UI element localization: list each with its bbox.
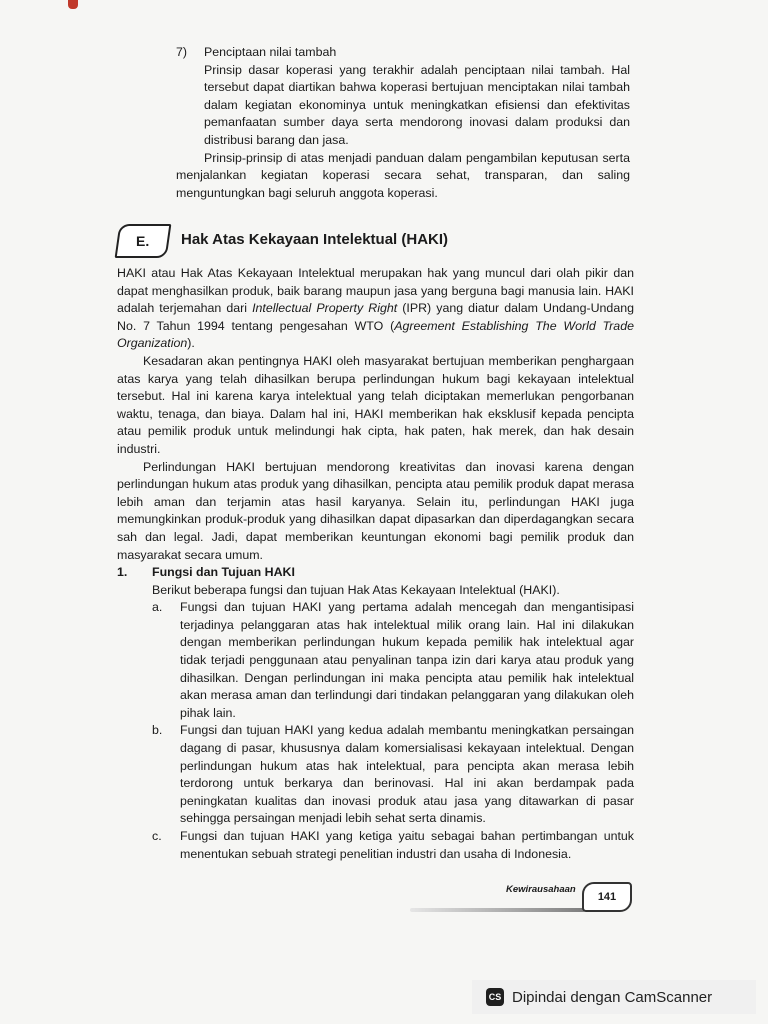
list-item-c [117,828,634,863]
list-letter: c. [152,829,162,843]
footer-rule [410,908,585,912]
paragraph-1-text-c: (IPR) yang diatur dalam Undang-Undang No. 7 Tahun 1994 tentang pengesahan WTO ( [117,301,634,333]
list-letter: a. [152,600,163,615]
bookmark-mark [68,0,78,9]
list-letter: b. [152,723,163,738]
subsection-heading [117,564,634,582]
page-number: 141 [597,891,617,903]
list-text: Fungsi dan tujuan HAKI yang pertama adalah mencegah dan mengantisipasi terjadinya pelanggaran atas hak intelektual milik orang lain. Hal ini dilakukan dengan memberikan perlindungan hukum kepada pemilik hak intelektual agar tidak terjadi penggunaan atau penyalinan tanpa izin dari karya atau produk yang dihasilkan. Dengan perlindungan ini maka pencipta atau pemilik hak intelektual akan merasa aman dan terlindungi dari tindakan pelanggaran yang dilakukan oleh pihak lain. [180,600,634,720]
paragraph-1-italic-wto: Agreement Establishing The World Trade Organization [117,318,634,351]
watermark-text: Dipindai dengan CamScanner [512,988,713,1006]
closing-paragraph: Prinsip-prinsip di atas menjadi panduan dalam pengambilan keputusan serta menjalankan kegiatan koperasi secara sehat, transparan, dan saling menguntungkan bagi seluruh anggota koperasi. [176,150,630,200]
paragraph-3: Perlindungan HAKI bertujuan mendorong kreativitas dan inovasi karena dengan perlindungan hukum atas produk yang dihasilkan, pencipta atau pemilik produk dapat merasa lebih aman dan terjamin atas hasil karyanya. Selain itu, perlindungan HAKI juga memungkinkan produk-produk yang dihasilkan dapat dipasarkan dan diperdagangkan secara sah dan legal. Jadi, dapat memberikan keuntungan ekonomi bagi pemilik produk dan masyarakat secara umum. [117,459,634,562]
section-letter: E. [136,233,150,249]
page-footer [410,878,636,920]
list-text: Fungsi dan tujuan HAKI yang ketiga yaitu sebagai bahan pertimbangan untuk menentukan sebuah strategi penelitian industri dan usaha di Indonesia. [180,829,634,861]
subsection-title: Fungsi dan Tujuan HAKI [152,565,295,580]
section-heading [117,224,637,260]
camscanner-logo-icon: CS [486,988,504,1006]
book-title: Kewirausahaan [506,884,576,895]
previous-section [176,44,630,202]
paragraph-1-text-e: ). [187,336,195,351]
item-body: Prinsip dasar koperasi yang terakhir adalah penciptaan nilai tambah. Hal tersebut dapat diartikan bahwa koperasi bertujuan menciptakan nilai tambah dalam kegiatan ekonominya untuk meningkatkan efisiensi dan efektivitas pemanfaatan sumber daya serta mendorong inovasi dalam produksi dan distribusi barang dan jasa. [204,62,630,147]
camscanner-watermark [472,980,756,1014]
paragraph-1-italic-ipr: Intellectual Property Right [252,301,398,316]
subsection-intro: Berikut beberapa fungsi dan tujuan Hak Atas Kekayaan Intelektual (HAKI). [152,582,560,597]
list-item-b [117,722,634,828]
item-number: 7) [176,45,188,59]
list-text: Fungsi dan tujuan HAKI yang kedua adalah membantu meningkatkan persaingan dagang di pasar, khususnya dalam komersialisasi kekayaan intelektual. Dengan perlindungan hukum atas hak intelektual, para pencipta akan merasa lebih terdorong untuk berkarya dan berinovasi. Hal ini akan berdampak pada peningkatan kualitas dan inovasi produk atau jasa yang ditawarkan di pasar sehingga persaingan menjadi lebih sehat serta dinamis. [180,723,634,826]
main-content [117,265,634,863]
section-letter-badge [115,224,172,258]
paragraph-1 [117,265,634,353]
section-title: Hak Atas Kekayaan Intelektual (HAKI) [181,231,449,248]
page-number-box [582,882,632,912]
paragraph-1-text-a: HAKI atau Hak Atas Kekayaan Intelektual merupakan hak yang muncul dari olah pikir dan dapat menghasilkan produk, baik barang maupun jasa yang berguna bagi manusia lain. HAKI adalah terjemahan dari [117,266,634,316]
item-title: Penciptaan nilai tambah [204,45,337,59]
list-item-a [117,599,634,722]
list-item-7 [176,44,630,62]
subsection-number: 1. [117,565,128,580]
paragraph-2: Kesadaran akan pentingnya HAKI oleh masyarakat bertujuan memberikan penghargaan atas karya yang telah dihasilkan berupa perlindungan hukum bagi kekayaan intelektual tersebut. Hal ini karena karya intelektual yang telah diciptakan memerlukan pengorbanan waktu, tenaga, dan biaya. Dalam hal ini, HAKI memberikan hak eksklusif kepada pencipta atau pemilik produk untuk melindungi hak cipta, hak paten, hak merek, dan hak desain industri. [117,353,634,456]
